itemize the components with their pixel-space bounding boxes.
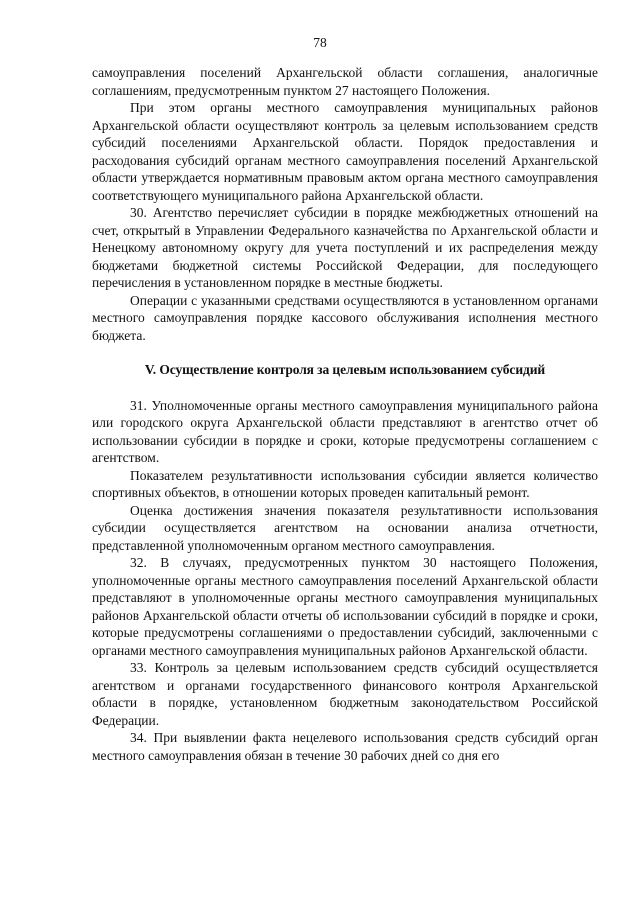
paragraph-item-31: 31. Уполномоченные органы местного самоуправления муниципального района или городского округа Архангельской области представляют в агентство отчет об использовании субсидии в порядке и сроки, которые предусмотрены соглашением с агентством.	[92, 397, 598, 465]
page-number: 78	[313, 35, 327, 50]
paragraph: Оценка достижения значения показателя результативности использования субсидии осуществляется агентством на основании анализа отчетности, представленной уполномоченным органом местного самоуправления.	[92, 502, 598, 553]
section-heading: V. Осуществление контроля за целевым использованием субсидий	[144, 362, 546, 377]
paragraph-item-34: 34. При выявлении факта нецелевого использования средств субсидий орган местного самоуправления обязан в течение 30 рабочих дней со дня его	[92, 730, 598, 763]
paragraph: Операции с указанными средствами осуществляются в установленном органами местного самоуправления порядке кассового обслуживания исполнения местного бюджета.	[92, 292, 598, 343]
paragraph: Показателем результативности использования субсидии является количество спортивных объектов, в отношении которых проведен капитальный ремонт.	[92, 467, 598, 500]
paragraph-item-30: 30. Агентство перечисляет субсидии в порядке межбюджетных отношений на счет, открытый в Управлении Федерального казначейства по Архангельской области и Ненецкому автономному округу для учета поступлений и их распределения между бюджетами бюджетной системы Российской Федерации, для последующего перечисления в установленном порядке в местные бюджеты.	[92, 205, 598, 290]
paragraph-item-32: 32. В случаях, предусмотренных пунктом 30 настоящего Положения, уполномоченные органы местного самоуправления поселений Архангельской области представляют в уполномоченные органы местного самоуправления муниципальных районов Архангельской области отчеты об использовании субсидий в порядке и сроки, которые предусмотрены соглашениями о предоставлении субсидий, заключенными с органами местного самоуправления муниципальных районов Архангельской области.	[92, 555, 598, 658]
paragraph: При этом органы местного самоуправления муниципальных районов Архангельской области осуществляют контроль за целевым использованием средств субсидий поселениями Архангельской области. Порядок предоставления и расходования субсидий органам местного самоуправления поселений Архангельской области утверждается нормативным правовым актом органа местного самоуправления соответствующего муниципального района Архангельской области.	[92, 100, 598, 203]
document-body	[92, 64, 598, 764]
paragraph-item-33: 33. Контроль за целевым использованием средств субсидий осуществляется агентством и органами государственного финансового контроля Архангельской области в порядке, установленном бюджетным законодательством Российской Федерации.	[92, 660, 598, 728]
paragraph: самоуправления поселений Архангельской области соглашения, аналогичные соглашениям, предусмотренным пунктом 27 настоящего Положения.	[92, 65, 598, 98]
